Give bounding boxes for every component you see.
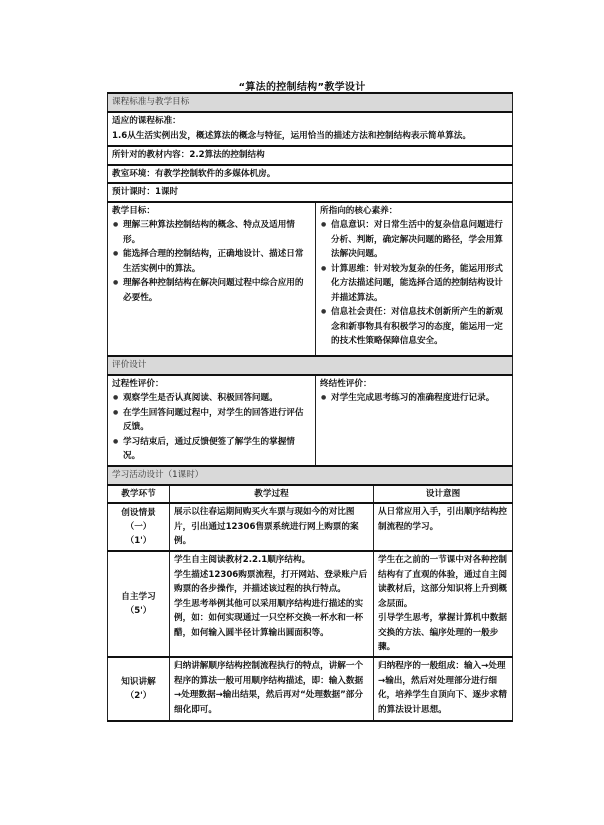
summative-eval-item: ● 对学生完成思考练习的准确程度进行记录。 — [320, 391, 508, 406]
section-title: 评价设计 — [108, 356, 513, 375]
section-title: 学习活动设计（1课时） — [108, 466, 513, 485]
evaluation-row — [108, 375, 513, 466]
process-eval-item: ● 观察学生是否认真阅读、积极回答问题。 — [112, 391, 311, 406]
curriculum-text: 1.6从生活实例出发，概述算法的概念与特征，运用恰当的描述方法和控制结构表示简单算法。 — [112, 130, 471, 141]
section-title: 课程标准与教学目标 — [108, 93, 513, 112]
intent-cell: 从日常应用入手，引出顺序结构控制流程的学习。 — [374, 503, 513, 551]
literacy-item: ● 信息社会责任：对信息技术创新所产生的新观念和新事物具有积极学习的态度，能运用一定的技术性策略保障信息安全。 — [320, 305, 508, 349]
duration-row — [108, 183, 513, 202]
column-header-stage: 教学环节 — [108, 485, 170, 504]
process-cell: 展示以往春运期间购买火车票与现如今的对比图片，引出通过12306售票系统进行网上购票的案例。 — [170, 503, 374, 551]
section-header-evaluation — [108, 356, 513, 375]
teaching-goals-label: 教学目标： — [112, 205, 155, 216]
process-line: 学生描述12306购票流程，打开网站、登录账户后购票的各步操作，并描述该过程的执行特点。 — [174, 569, 368, 594]
literacy-item: ● 计算思维：针对较为复杂的任务，能运用形式化方法描述问题，能选择合适的控制结构设计并描述算法。 — [320, 262, 508, 306]
core-literacy-label: 所指向的核心素养： — [320, 205, 398, 216]
environment-text: 教室环境：有教学控制软件的多媒体机房。 — [108, 165, 513, 184]
curriculum-label: 适应的课程标准： — [112, 116, 181, 126]
process-eval-list — [112, 391, 311, 464]
material-text: 所针对的教材内容：2.2算法的控制结构 — [108, 146, 513, 165]
intent-cell — [374, 551, 513, 657]
literacy-item: ● 信息意识：对日常生活中的复杂信息问题进行分析、判断，确定解决问题的路径，学会用算法解决问题。 — [320, 218, 508, 262]
process-line: 学生思考举例其他可以采用顺序结构进行描述的实例，如：如何实现通过一只空杯交换一杯水和一杯醋，如何输入圆半径计算输出圆面积等。 — [174, 598, 364, 638]
intent-line: 引导学生思考，掌握计算机中数据交换的方法、编序处理的一般步骤。 — [378, 613, 507, 652]
activity-row — [108, 503, 513, 551]
duration-text: 预计课时：1课时 — [108, 183, 513, 202]
summative-eval-label: 终结性评价： — [320, 378, 372, 389]
stage-duration: （2'） — [125, 691, 152, 701]
stage-cell — [108, 657, 170, 721]
core-literacy-list — [320, 218, 508, 349]
teaching-goals-list — [112, 218, 311, 305]
intent-line: 学生在之前的一节课中对各种控制结构有了直观的体验，通过自主阅读教材后，这部分知识将上升到概念层面。 — [378, 555, 507, 609]
process-eval-label: 过程性评价： — [112, 378, 164, 389]
lesson-plan-table — [107, 92, 513, 722]
document-title: “算法的控制结构”教学设计 — [238, 82, 366, 93]
column-header-process: 教学过程 — [170, 485, 374, 504]
goal-item: ● 理解三种算法控制结构的概念、特点及适用情形。 — [112, 218, 311, 247]
section-header-activities — [108, 466, 513, 485]
stage-duration: （5'） — [125, 606, 152, 616]
stage-name: 知识讲解 — [121, 677, 156, 687]
process-cell: 归纳讲解顺序结构控制流程执行的特点，讲解一个程序的算法一般可用顺序结构描述，即：输入数据→处理数据→输出结果，然后再对“处理数据”部分细化即可。 — [170, 657, 374, 721]
curriculum-row — [108, 112, 513, 146]
process-eval-item: ● 学习结束后，通过反馈便签了解学生的掌握情况。 — [112, 435, 311, 464]
goal-item: ● 理解各种控制结构在解决问题过程中综合应用的必要性。 — [112, 276, 311, 305]
process-eval-item: ● 在学生回答问题过程中，对学生的回答进行评估反馈。 — [112, 406, 311, 435]
teaching-goals-cell — [108, 202, 316, 356]
goal-item: ● 能选择合理的控制结构，正确地设计、描述日常生活实例中的算法。 — [112, 247, 311, 276]
summative-eval-cell — [316, 375, 513, 466]
stage-duration: （1'） — [125, 536, 152, 546]
summative-eval-list — [320, 391, 508, 406]
stage-name: 创设情景 — [121, 508, 156, 518]
activity-row — [108, 657, 513, 721]
process-cell — [170, 551, 374, 657]
intent-cell: 归纳程序的一般组成：输入→处理→输出，然后对处理部分进行细化，培养学生自顶向下、逐步求精的算法设计思想。 — [374, 657, 513, 721]
core-literacy-cell — [316, 202, 513, 356]
activities-column-headers — [108, 485, 513, 504]
stage-cell — [108, 503, 170, 551]
goals-row — [108, 202, 513, 356]
activity-row — [108, 551, 513, 657]
section-header-standards — [108, 93, 513, 112]
stage-name: 自主学习 — [121, 592, 156, 602]
stage-cell — [108, 551, 170, 657]
material-row — [108, 146, 513, 165]
column-header-intent: 设计意图 — [374, 485, 513, 504]
stage-order: （一） — [125, 522, 152, 532]
environment-row — [108, 165, 513, 184]
process-eval-cell — [108, 375, 316, 466]
process-line: 学生自主阅读教材2.2.1顺序结构。 — [174, 555, 311, 565]
